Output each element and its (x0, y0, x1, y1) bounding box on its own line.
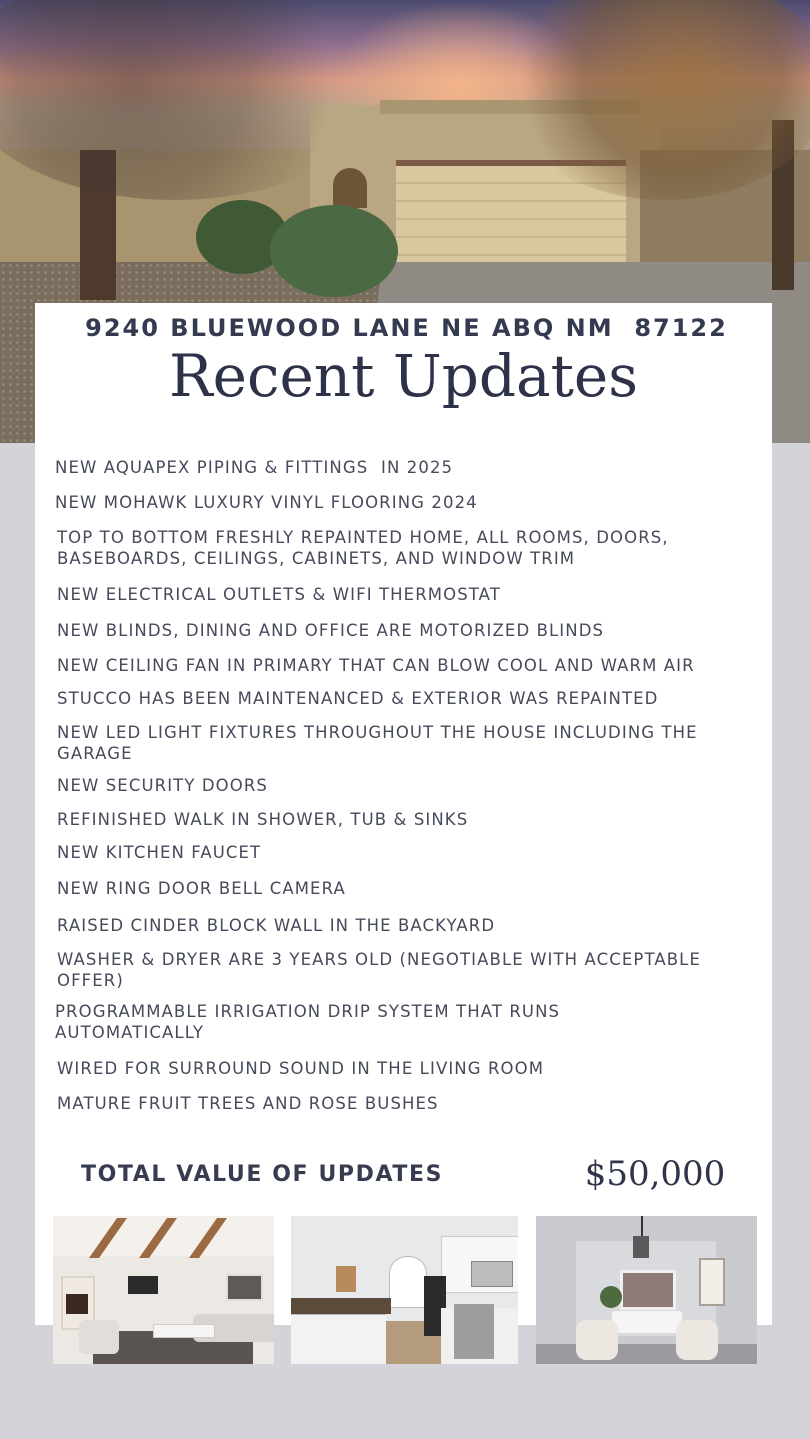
update-item: STUCCO HAS BEEN MAINTENANCED & EXTERIOR WAS REPAINTED (57, 689, 659, 708)
update-item: REFINISHED WALK IN SHOWER, TUB & SINKS (57, 810, 469, 829)
update-item: NEW RING DOOR BELL CAMERA (57, 879, 346, 898)
dining-chair (676, 1320, 718, 1360)
range-oven (454, 1304, 494, 1359)
update-item: NEW CEILING FAN IN PRIMARY THAT CAN BLOW COOL AND WARM AIR (57, 656, 695, 675)
fireplace-opening (66, 1294, 88, 1314)
wall-art (699, 1258, 725, 1306)
total-value-amount: $50,000 (584, 1154, 726, 1194)
update-item: NEW LED LIGHT FIXTURES THROUGHOUT THE HOUSE INCLUDING THE GARAGE (57, 723, 698, 763)
update-item: NEW AQUAPEX PIPING & FITTINGS IN 2025 (55, 458, 454, 477)
update-item: NEW SECURITY DOORS (57, 776, 268, 795)
kitchen-photo (291, 1216, 518, 1364)
update-item: NEW BLINDS, DINING AND OFFICE ARE MOTORIZED BLINDS (57, 621, 605, 640)
front-door (333, 168, 367, 208)
shrub (270, 205, 398, 297)
kitchen-window (336, 1266, 356, 1292)
dining-table (612, 1311, 682, 1333)
update-item: WASHER & DRYER ARE 3 YEARS OLD (NEGOTIABLE WITH ACCEPTABLE OFFER) (57, 950, 701, 990)
pendant-cord (641, 1216, 643, 1238)
dining-chair (576, 1320, 618, 1360)
armchair (79, 1320, 119, 1354)
dining-room-photo (536, 1216, 757, 1364)
wall-art (226, 1274, 263, 1301)
page-title: Recent Updates (168, 342, 638, 410)
countertop (291, 1298, 391, 1314)
update-item: WIRED FOR SURROUND SOUND IN THE LIVING ROOM (57, 1059, 545, 1078)
base-cabinets (291, 1314, 386, 1364)
update-item: RAISED CINDER BLOCK WALL IN THE BACKYARD (57, 916, 496, 935)
update-item: PROGRAMMABLE IRRIGATION DRIP SYSTEM THAT RUNS AUTOMATICALLY (55, 1002, 561, 1042)
total-value-label: TOTAL VALUE OF UPDATES (81, 1162, 444, 1187)
coffee-table (153, 1324, 215, 1338)
arched-doorway (389, 1256, 427, 1308)
update-item: NEW MOHAWK LUXURY VINYL FLOORING 2024 (55, 493, 478, 512)
plant (600, 1286, 622, 1308)
update-item: NEW ELECTRICAL OUTLETS & WIFI THERMOSTAT (57, 585, 501, 604)
pendant-light (633, 1236, 649, 1258)
update-item: NEW KITCHEN FAUCET (57, 843, 262, 862)
update-item: MATURE FRUIT TREES AND ROSE BUSHES (57, 1094, 439, 1113)
television (128, 1276, 158, 1294)
microwave (471, 1261, 513, 1287)
dining-window (620, 1270, 676, 1310)
property-address: 9240 BLUEWOOD LANE NE ABQ NM 87122 (85, 314, 728, 342)
living-room-photo (53, 1216, 274, 1364)
update-item: TOP TO BOTTOM FRESHLY REPAINTED HOME, ALL ROOMS, DOORS, BASEBOARDS, CEILINGS, CABINETS, AND WINDOW TRIM (57, 528, 669, 568)
floor (536, 1344, 757, 1364)
